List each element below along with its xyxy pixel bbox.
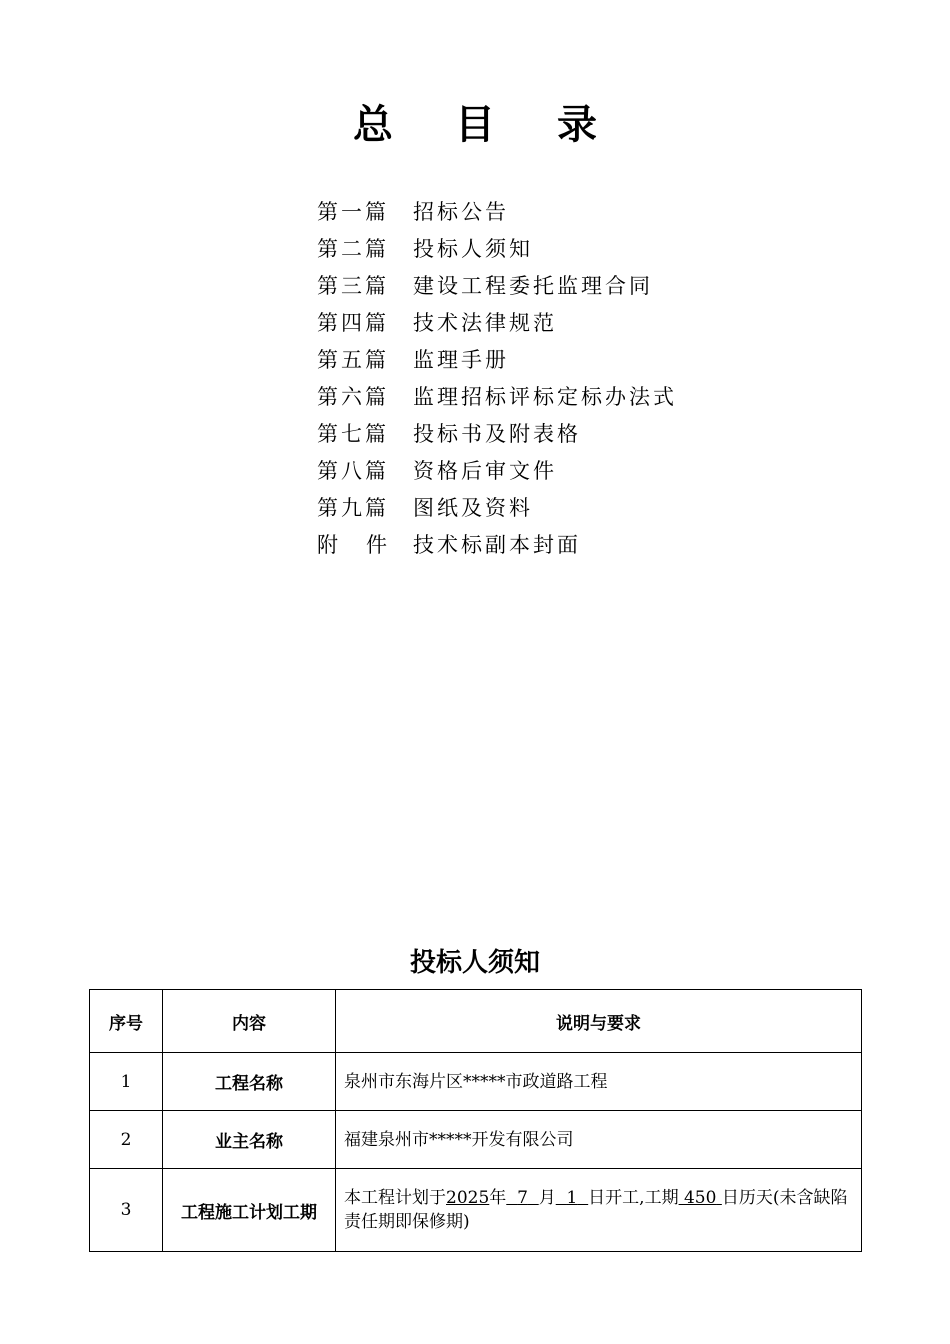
toc-part-label: 第四篇 bbox=[317, 311, 389, 335]
toc-item bbox=[317, 379, 677, 416]
row-description: 泉州市东海片区*****市政道路工程 bbox=[336, 1053, 862, 1111]
toc-part-label: 第二篇 bbox=[317, 237, 389, 261]
toc-part-label: 附件 bbox=[317, 533, 415, 557]
duration-days-value bbox=[679, 1188, 722, 1208]
toc-item bbox=[317, 268, 677, 305]
row-label: 工程名称 bbox=[163, 1053, 336, 1111]
row-description: 福建泉州市*****开发有限公司 bbox=[336, 1111, 862, 1169]
desc-text: 年 bbox=[489, 1188, 507, 1208]
start-month-value bbox=[506, 1188, 538, 1208]
start-day-number: 1 bbox=[566, 1188, 578, 1208]
start-year-value: 2025 bbox=[446, 1188, 490, 1208]
column-header-content: 内容 bbox=[163, 990, 336, 1053]
toc-title: 技术标副本封面 bbox=[413, 533, 581, 557]
toc-part-label: 第三篇 bbox=[317, 274, 389, 298]
column-header-desc: 说明与要求 bbox=[336, 990, 862, 1053]
toc-title: 招标公告 bbox=[413, 200, 509, 224]
section-title: 投标人须知 bbox=[409, 948, 540, 978]
desc-text: 本工程计划于 bbox=[344, 1188, 446, 1208]
toc-title: 监理招标评标定标办法式 bbox=[413, 385, 677, 409]
toc-title: 资格后审文件 bbox=[413, 459, 557, 483]
toc-part-label: 第五篇 bbox=[317, 348, 389, 372]
duration-days-number: 450 bbox=[683, 1188, 717, 1208]
desc-text: 日开工,工期 bbox=[588, 1188, 679, 1208]
row-number: 1 bbox=[90, 1053, 163, 1111]
table-of-contents bbox=[317, 194, 677, 564]
start-month-number: 7 bbox=[517, 1188, 528, 1208]
column-header-num: 序号 bbox=[90, 990, 163, 1053]
toc-item bbox=[317, 490, 677, 527]
toc-part-label: 第九篇 bbox=[317, 496, 389, 520]
toc-item bbox=[317, 527, 677, 564]
table-row bbox=[90, 1169, 862, 1252]
toc-title: 投标人须知 bbox=[413, 237, 533, 261]
toc-title: 技术法律规范 bbox=[413, 311, 557, 335]
toc-title: 建设工程委托监理合同 bbox=[413, 274, 653, 298]
toc-part-label: 第一篇 bbox=[317, 200, 389, 224]
toc-part-label: 第八篇 bbox=[317, 459, 389, 483]
toc-part-label: 第六篇 bbox=[317, 385, 389, 409]
bidder-notice-table bbox=[89, 989, 862, 1252]
desc-text: 日历天(未含缺陷责任期即保修期) bbox=[344, 1188, 848, 1232]
row-number: 3 bbox=[90, 1169, 163, 1252]
row-label: 业主名称 bbox=[163, 1111, 336, 1169]
toc-item bbox=[317, 231, 677, 268]
toc-title: 投标书及附表格 bbox=[413, 422, 581, 446]
toc-item bbox=[317, 194, 677, 231]
table-row bbox=[90, 1053, 862, 1111]
toc-item bbox=[317, 342, 677, 379]
row-description bbox=[336, 1169, 862, 1252]
row-label: 工程施工计划工期 bbox=[163, 1169, 336, 1252]
toc-item bbox=[317, 416, 677, 453]
table-row bbox=[90, 1111, 862, 1169]
start-day-value bbox=[556, 1188, 588, 1208]
toc-item bbox=[317, 453, 677, 490]
row-number: 2 bbox=[90, 1111, 163, 1169]
toc-item bbox=[317, 305, 677, 342]
page-title: 总目录 bbox=[353, 102, 659, 148]
toc-title: 监理手册 bbox=[413, 348, 509, 372]
toc-title: 图纸及资料 bbox=[413, 496, 533, 520]
table-header-row bbox=[90, 990, 862, 1053]
toc-part-label: 第七篇 bbox=[317, 422, 389, 446]
desc-text: 月 bbox=[538, 1188, 556, 1208]
